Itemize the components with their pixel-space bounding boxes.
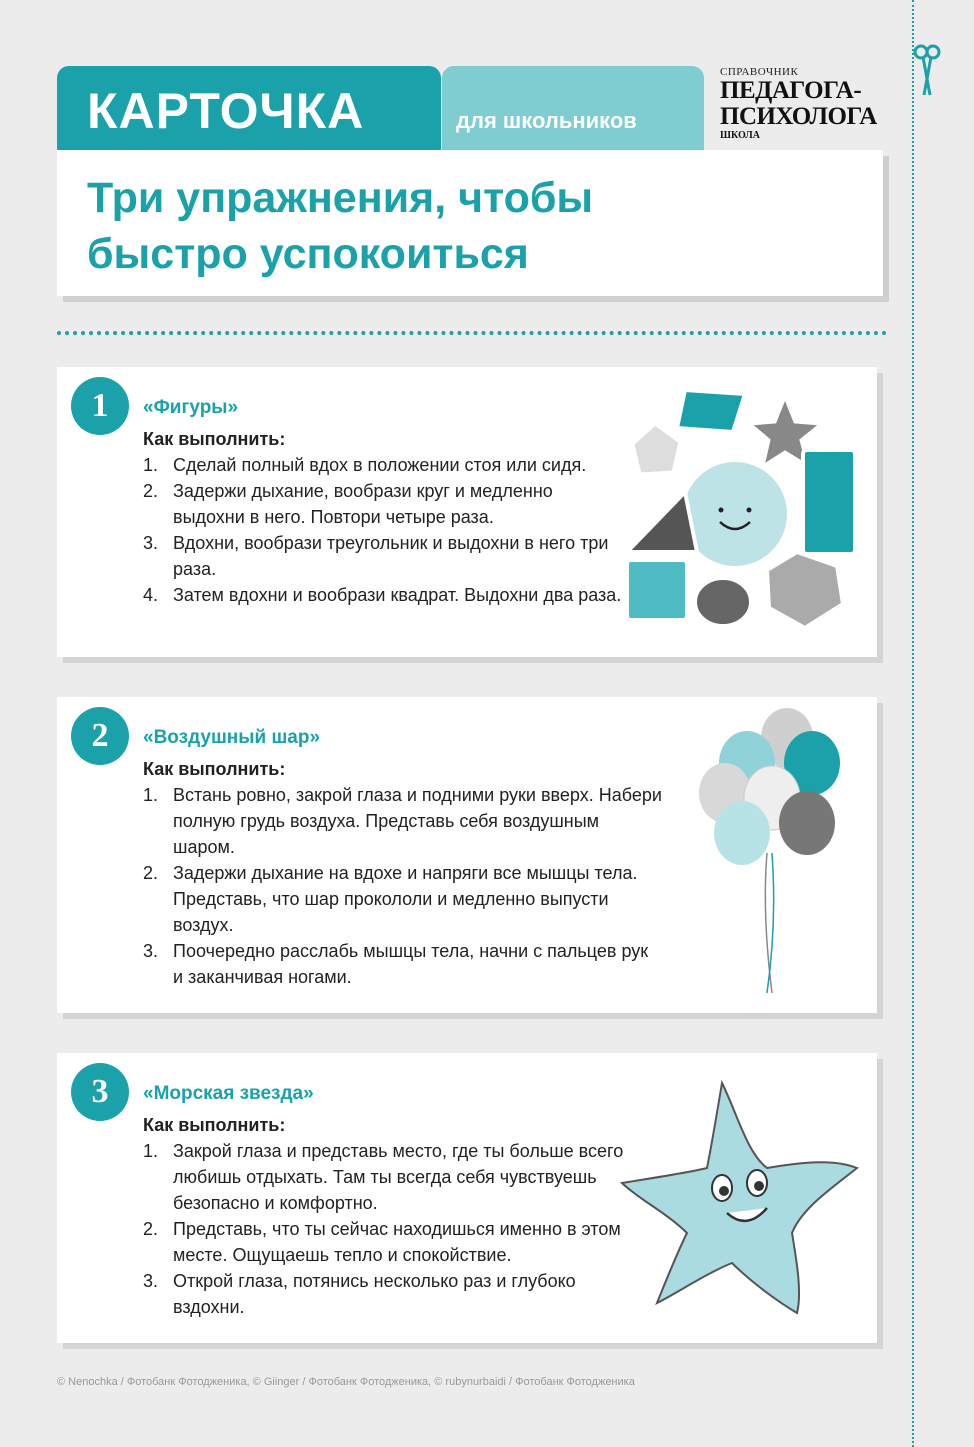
step-item: 3. Вдохни, вообрази треугольник и выдохни в него три раза. [143, 533, 609, 579]
how-to-label-1: Как выполнить: [143, 429, 286, 449]
steps-list-3 [143, 1138, 633, 1320]
step-item: 4. Затем вдохни и вообрази квадрат. Выдохни два раза. [143, 585, 622, 605]
audience-label: для школьников [456, 108, 637, 133]
image-credits: © Nenochka / Фотобанк Фотодженика, © Giinger / Фотобанк Фотодженика, © rubynurbaidi / Фотобанк Фотодженика [57, 1376, 635, 1388]
cut-line [912, 0, 914, 1447]
step-item: 2. Задержи дыхание, вообрази круг и медленно выдохни в него. Повтори четыре раза. [143, 481, 553, 527]
exercise-title-1: «Фигуры» [143, 397, 239, 418]
audience-tab [442, 66, 704, 156]
step-item: 1. Закрой глаза и представь место, где ты больше всего любишь отдыхать. Там ты всегда себя чувствуешь безопасно и комфортно. [143, 1141, 624, 1213]
starfish-illustration [617, 1073, 862, 1323]
step-item: 3. Открой глаза, потянись несколько раз и глубоко вздохни. [143, 1271, 576, 1317]
page-title-line2: быстро успокоиться [87, 230, 529, 278]
exercise-title-2: «Воздушный шар» [143, 727, 321, 748]
brand-logo [720, 66, 900, 141]
how-to-label-3: Как выполнить: [143, 1115, 286, 1135]
balloons-illustration [687, 703, 847, 1003]
steps-list-1 [143, 452, 623, 608]
brand-tiny: ШКОЛА [720, 130, 760, 141]
card-label-tab [57, 66, 441, 156]
step-item: 2. Задержи дыхание на вдохе и напряги все мышцы тела. Представь, что шар прокололи и медленно выпусти воздух. [143, 863, 638, 935]
exercise-card-3 [57, 1053, 877, 1343]
brand-line1: ПЕДАГОГА- [720, 77, 862, 104]
exercise-card-2 [57, 697, 877, 1013]
step-item: 3. Поочередно расслабь мышцы тела, начни с пальцев рук и заканчивая ногами. [143, 941, 649, 987]
card-label: КАРТОЧКА [87, 83, 365, 139]
steps-list-2 [143, 782, 663, 990]
page-title-line1: Три упражнения, чтобы [87, 174, 594, 222]
page-title-box [57, 150, 883, 296]
exercise-number-1: 1 [71, 377, 129, 435]
brand-line2: ПСИХОЛОГА [720, 103, 877, 130]
shapes-illustration [625, 382, 865, 632]
exercise-card-1 [57, 367, 877, 657]
step-item: 1. Сделай полный вдох в положении стоя или сидя. [143, 455, 587, 475]
exercise-number-3: 3 [71, 1063, 129, 1121]
scissors-icon [912, 40, 942, 100]
exercise-number-2: 2 [71, 707, 129, 765]
how-to-label-2: Как выполнить: [143, 759, 286, 779]
step-item: 1. Встань ровно, закрой глаза и подними руки вверх. Набери полную грудь воздуха. Представь себя воздушным шаром. [143, 785, 662, 857]
dotted-separator [57, 331, 887, 335]
step-item: 2. Представь, что ты сейчас находишься именно в этом месте. Ощущаешь тепло и спокойствие. [143, 1219, 621, 1265]
brand-small: СПРАВОЧНИК [720, 66, 799, 78]
exercise-title-3: «Морская звезда» [143, 1083, 314, 1104]
